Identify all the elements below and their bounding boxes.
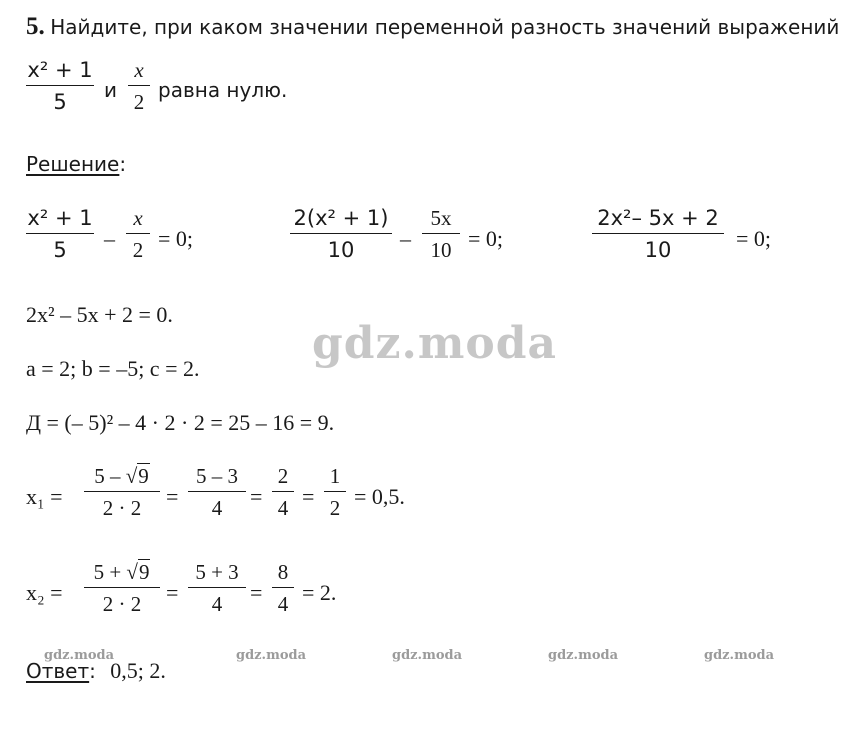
fraction-numerator: 5x: [430, 206, 452, 230]
x1-fraction-4: [324, 464, 346, 520]
x1-fraction-3: [272, 464, 294, 520]
x2-fraction-3: [272, 560, 294, 616]
step1-rhs: = 0;: [158, 226, 194, 251]
x1-label: x₁ =: [26, 484, 63, 509]
fraction-numerator: x: [133, 206, 143, 230]
step3-fraction-1: [592, 206, 724, 262]
fraction-bar: [188, 491, 246, 492]
fraction-denominator: 2 · 2: [102, 496, 142, 520]
fraction-bar: [188, 587, 246, 588]
x1-fraction-2: [188, 464, 246, 520]
fraction-numerator: 1: [329, 464, 341, 488]
fraction-bar: [26, 85, 94, 86]
discriminant: Д = (– 5)² – 4 · 2 · 2 = 25 – 16 = 9.: [26, 410, 335, 435]
watermark-small: gdz.moda: [44, 648, 115, 663]
fraction-bar: [272, 491, 294, 492]
fraction-denominator: 10: [644, 238, 672, 262]
fraction-numerator: 8: [277, 560, 289, 584]
fraction-bar: [26, 233, 94, 234]
fraction-bar: [290, 233, 392, 234]
watermark-small: gdz.moda: [392, 648, 463, 663]
quadratic-equation: 2x² – 5x + 2 = 0.: [26, 302, 173, 327]
x2-fraction-1: [84, 560, 160, 616]
step2-rhs: = 0;: [468, 226, 504, 251]
watermark-small: gdz.moda: [236, 648, 307, 663]
fraction-denominator: 4: [211, 496, 223, 520]
fraction-numerator: 5 – 3: [196, 464, 238, 488]
fraction-denominator: 5: [53, 238, 67, 262]
problem-fraction-2: [128, 58, 150, 114]
fraction-denominator: 2: [133, 90, 145, 114]
step3-rhs: = 0;: [736, 226, 772, 251]
fraction-numerator: x: [134, 58, 144, 82]
fraction-bar: [422, 233, 460, 234]
problem-conjunction: и: [104, 78, 117, 102]
equals-sign: =: [302, 484, 315, 509]
fraction-numerator: 5 + √9: [93, 560, 150, 584]
fraction-denominator: 4: [211, 592, 223, 616]
watermark-small: gdz.moda: [548, 648, 619, 663]
fraction-bar: [84, 491, 160, 492]
step2-fraction-2: [422, 206, 460, 262]
solution-heading-text: Решение: [26, 152, 120, 176]
fraction-bar: [272, 587, 294, 588]
fraction-numerator: 5 – √9: [94, 464, 149, 488]
fraction-bar: [84, 587, 160, 588]
fraction-numerator: 5 + 3: [195, 560, 239, 584]
coefficients: a = 2; b = –5; c = 2.: [26, 356, 200, 381]
step1-minus: –: [104, 226, 115, 251]
fraction-denominator: 10: [430, 238, 452, 262]
problem-text: Найдите, при каком значении переменной разность значений выражений: [50, 15, 840, 39]
step1-fraction-2: [126, 206, 150, 262]
fraction-bar: [126, 233, 150, 234]
fraction-denominator: 4: [277, 592, 289, 616]
numerator-text: 5 +: [93, 560, 127, 584]
numerator-text: 5 –: [94, 464, 126, 488]
equals-sign: =: [250, 580, 263, 605]
solution-heading: [26, 152, 126, 176]
watermark-main: gdz.moda: [312, 318, 558, 369]
fraction-bar: [128, 85, 150, 86]
x1-fraction-1: [84, 464, 160, 520]
solution-heading-colon: :: [119, 152, 127, 176]
x2-label: x₂ =: [26, 580, 63, 605]
problem-fraction-1: [26, 58, 94, 114]
equals-sign: =: [166, 484, 179, 509]
fraction-bar: [592, 233, 724, 234]
fraction-numerator: 2(x² + 1): [293, 206, 389, 230]
answer: [26, 658, 166, 684]
problem-number: 5.: [26, 13, 45, 40]
sqrt-radicand: 9: [138, 560, 150, 584]
fraction-denominator: 2: [132, 238, 144, 262]
equals-sign: =: [250, 484, 263, 509]
problem-tail: равна нулю.: [158, 78, 288, 102]
step2-fraction-1: [290, 206, 392, 262]
fraction-denominator: 10: [327, 238, 355, 262]
answer-label: Ответ: [26, 659, 90, 683]
fraction-denominator: 2: [329, 496, 341, 520]
x1-result: = 0,5.: [354, 484, 405, 509]
sqrt-radicand: 9: [138, 464, 149, 488]
fraction-numerator: 2x²– 5x + 2: [597, 206, 719, 230]
watermark-small: gdz.moda: [704, 648, 775, 663]
fraction-numerator: 2: [277, 464, 289, 488]
fraction-bar: [324, 491, 346, 492]
problem-statement: [26, 14, 839, 40]
answer-value: 0,5; 2.: [110, 658, 166, 683]
answer-colon: :: [89, 659, 96, 683]
x2-result: = 2.: [302, 580, 337, 605]
step2-minus: –: [400, 226, 411, 251]
fraction-numerator: x² + 1: [27, 206, 93, 230]
step1-fraction-1: [26, 206, 94, 262]
equals-sign: =: [166, 580, 179, 605]
fraction-denominator: 2 · 2: [102, 592, 142, 616]
fraction-numerator: x² + 1: [27, 58, 93, 82]
fraction-denominator: 5: [53, 90, 67, 114]
x2-fraction-2: [188, 560, 246, 616]
fraction-denominator: 4: [277, 496, 289, 520]
